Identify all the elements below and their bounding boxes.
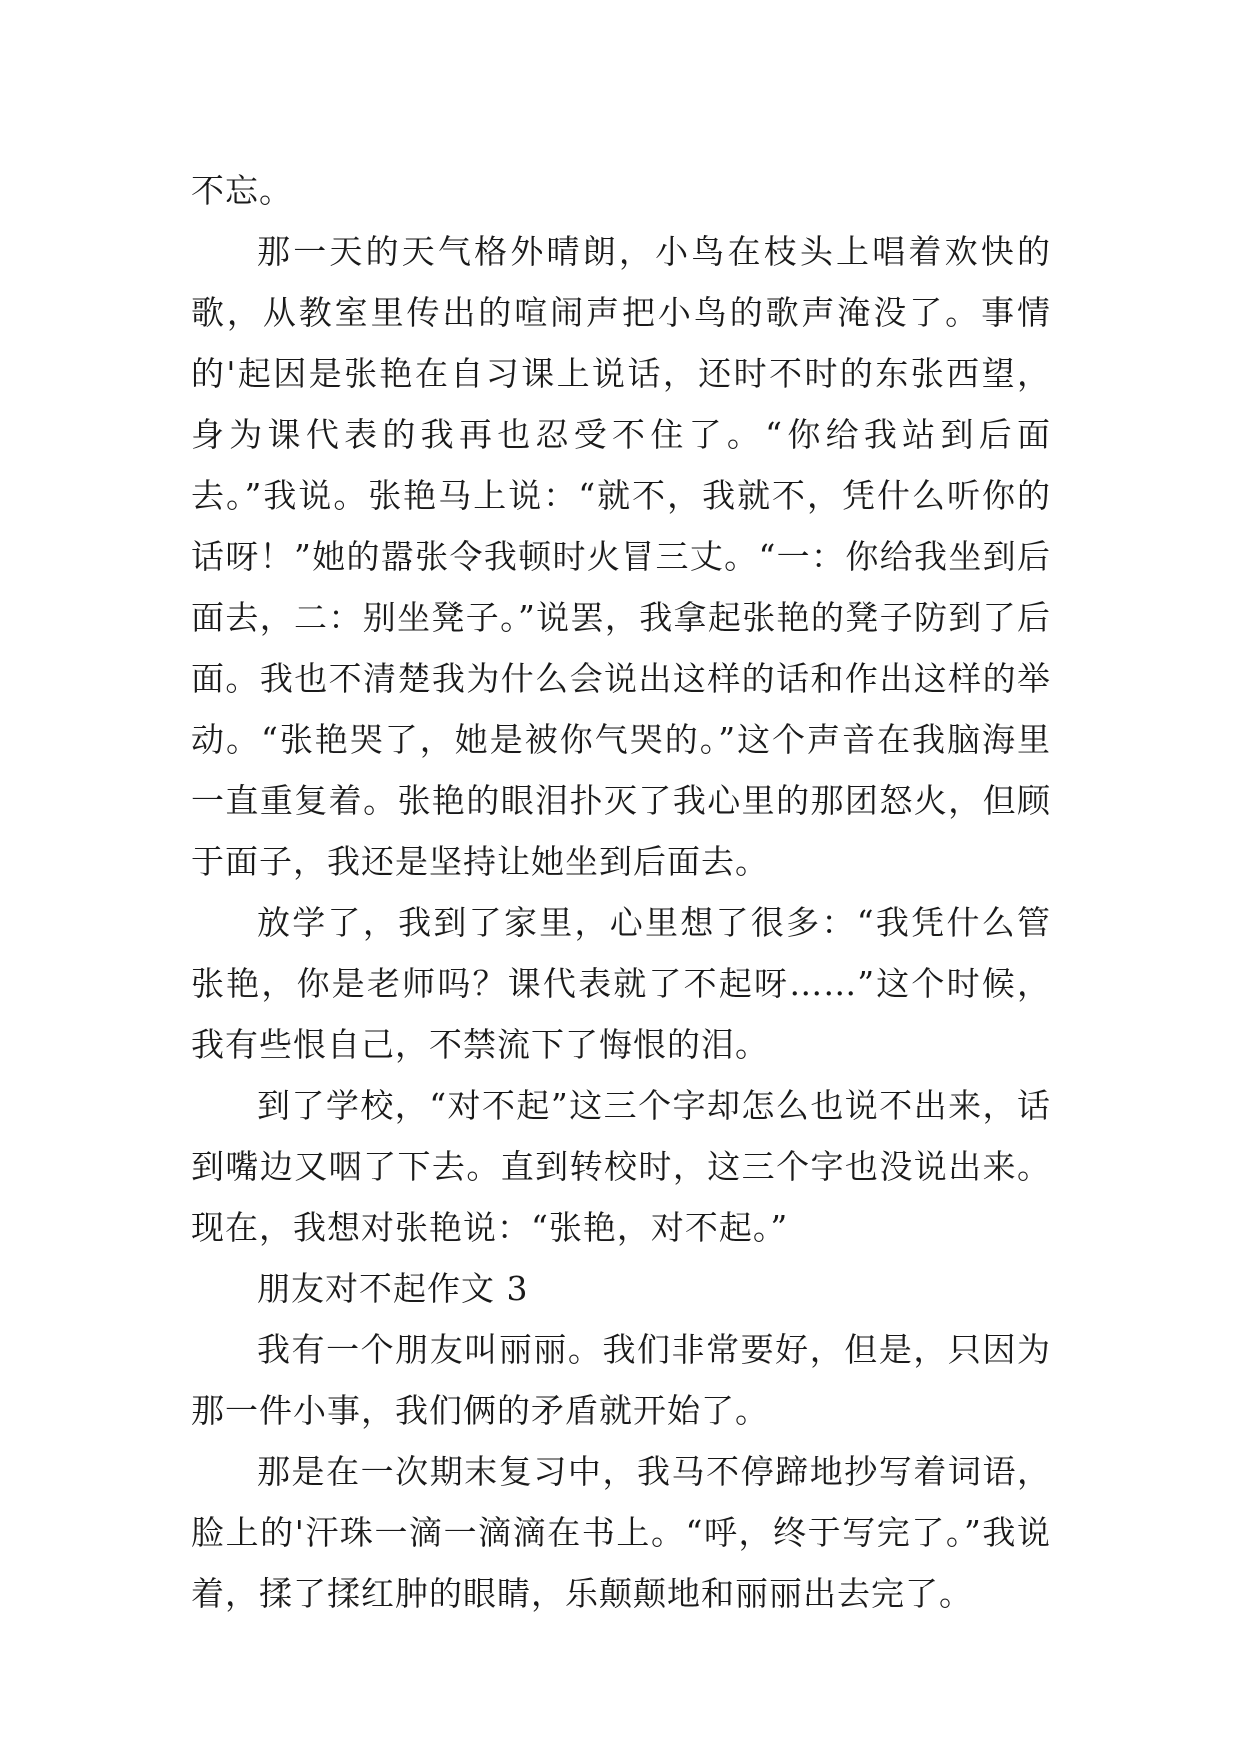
paragraph-continuation: 不忘。 [191, 171, 293, 210]
paragraph-after-school: 放学了，我到了家里，心里想了很多：“我凭什么管张艳，你是老师吗？课代表就了不起呀……”这个时候，我有些恨自己，不禁流下了悔恨的泪。 [191, 903, 1051, 1064]
paragraph-friend-lili: 我有一个朋友叫丽丽。我们非常要好，但是，只因为那一件小事，我们俩的矛盾就开始了。 [191, 1330, 1051, 1430]
section-heading: 朋友对不起作文 3 [257, 1269, 529, 1308]
paragraph-apology: 到了学校，“对不起”这三个字却怎么也说不出来，话到嘴边又咽了下去。直到转校时，这三个字也没说出来。现在，我想对张艳说：“张艳，对不起。” [191, 1086, 1051, 1247]
paragraph-final-review: 那是在一次期末复习中，我马不停蹄地抄写着词语，脸上的'汗珠一滴一滴滴在书上。“呼，终于写完了。”我说着，揉了揉红肿的眼睛，乐颠颠地和丽丽出去完了。 [191, 1452, 1051, 1613]
document-body [191, 160, 1051, 1624]
paragraph-classroom-incident: 那一天的天气格外晴朗，小鸟在枝头上唱着欢快的歌，从教室里传出的喧闹声把小鸟的歌声淹没了。事情的'起因是张艳在自习课上说话，还时不时的东张西望，身为课代表的我再也忍受不住了。“你给我站到后面去。”我说。张艳马上说：“就不，我就不，凭什么听你的话呀！”她的嚣张令我顿时火冒三丈。“一：你给我坐到后面去，二：别坐凳子。”说罢，我拿起张艳的凳子防到了后面。我也不清楚我为什么会说出这样的话和作出这样的举动。“张艳哭了，她是被你气哭的。”这个声音在我脑海里一直重复着。张艳的眼泪扑灭了我心里的那团怒火，但顾于面子，我还是坚持让她坐到后面去。 [191, 232, 1051, 881]
